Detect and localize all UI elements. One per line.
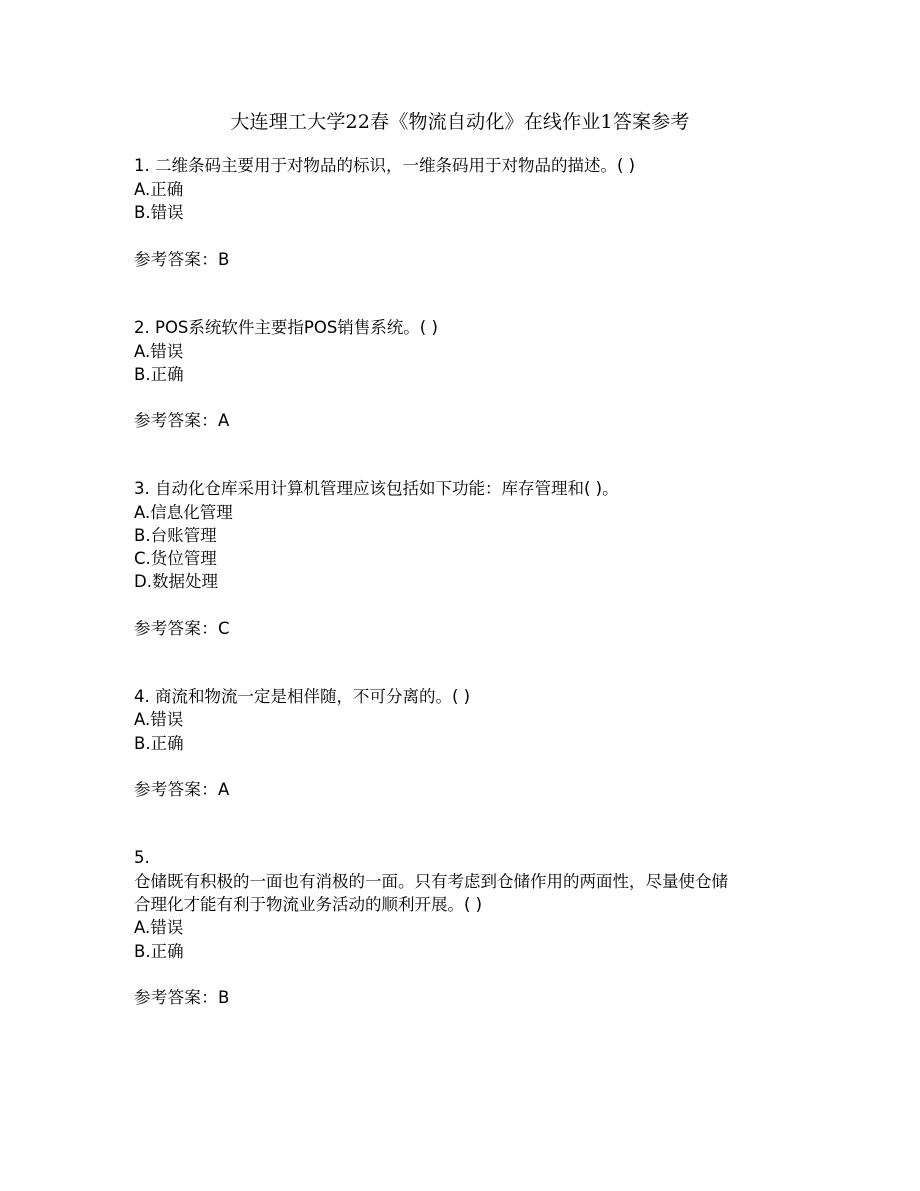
question-1-answer: 参考答案：B	[134, 250, 230, 269]
question-3-option-a: A.信息化管理	[134, 503, 233, 522]
question-1-stem: 1. 二维条码主要用于对物品的标识，一维条码用于对物品的描述。( )	[134, 156, 636, 175]
question-3-option-d: D.数据处理	[134, 572, 218, 591]
question-3-answer: 参考答案：C	[134, 619, 230, 638]
question-4-answer: 参考答案：A	[134, 780, 230, 799]
question-1-option-b: B.错误	[134, 203, 184, 222]
question-5-stem-line-2: 合理化才能有利于物流业务活动的顺利开展。( )	[134, 895, 483, 914]
question-5-option-a: A.错误	[134, 918, 184, 937]
question-5-stem-line-1: 仓储既有积极的一面也有消极的一面。只有考虑到仓储作用的两面性，尽量使仓储	[134, 872, 728, 891]
question-2-stem: 2. POS系统软件主要指POS销售系统。( )	[134, 318, 438, 337]
question-5-answer: 参考答案：B	[134, 988, 230, 1007]
document-title: 大连理工大学22春《物流自动化》在线作业1答案参考	[230, 111, 690, 133]
question-3-option-b: B.台账管理	[134, 526, 217, 545]
question-5-option-b: B.正确	[134, 942, 184, 961]
question-2-option-b: B.正确	[134, 365, 184, 384]
question-3-option-c: C.货位管理	[134, 549, 217, 568]
question-4-stem: 4. 商流和物流一定是相伴随，不可分离的。( )	[134, 687, 471, 706]
question-4-option-b: B.正确	[134, 734, 184, 753]
question-1-option-a: A.正确	[134, 180, 184, 199]
question-2-answer: 参考答案：A	[134, 411, 230, 430]
question-5-number: 5.	[134, 848, 150, 867]
question-2-option-a: A.错误	[134, 342, 184, 361]
question-3-stem: 3. 自动化仓库采用计算机管理应该包括如下功能：库存管理和( )。	[134, 479, 619, 498]
question-4-option-a: A.错误	[134, 710, 184, 729]
